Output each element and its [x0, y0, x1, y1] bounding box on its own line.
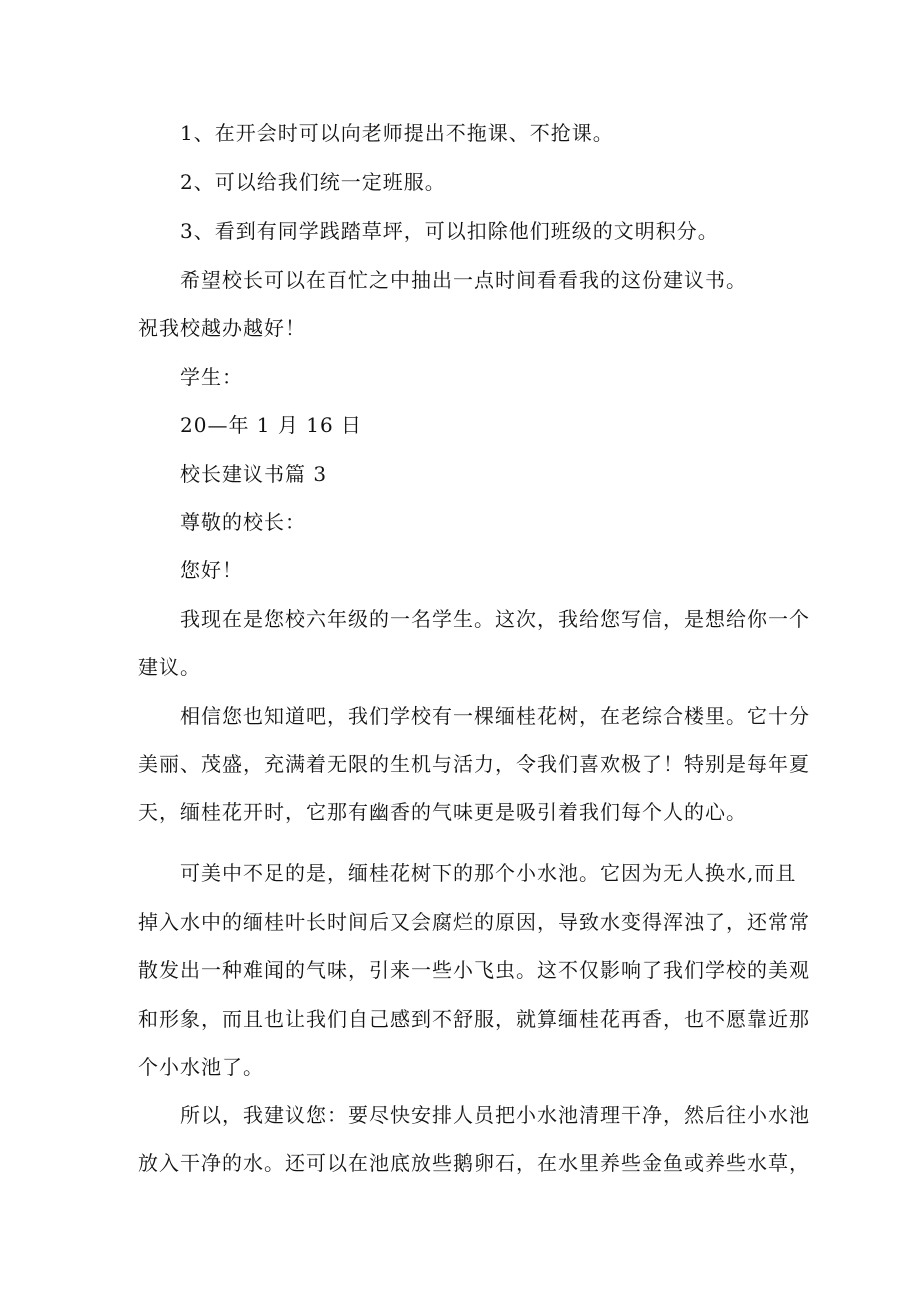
signature-label: 学生： — [180, 365, 243, 389]
paragraph-3-line-3: 散发出一种难闻的气味，引来一些小飞虫。这不仅影响了我们学校的美观 — [138, 958, 810, 982]
paragraph-4-line-2: 放入干净的水。还可以在池底放些鹅卵石，在水里养些金鱼或养些水草， — [138, 1151, 810, 1175]
paragraph-2-line-2: 美丽、茂盛，充满着无限的生机与活力，令我们喜欢极了！特别是每年夏 — [138, 752, 810, 776]
paragraph-2-line-3: 天，缅桂花开时，它那有幽香的气味更是吸引着我们每个人的心。 — [138, 800, 747, 824]
paragraph-1-line-1: 我现在是您校六年级的一名学生。这次，我给您写信，是想给你一个 — [180, 607, 810, 631]
list-item-1: 1、在开会时可以向老师提出不拖课、不抢课。 — [180, 121, 614, 145]
list-item-3: 3、看到有同学践踏草坪，可以扣除他们班级的文明积分。 — [180, 219, 719, 243]
paragraph-3-line-1: 可美中不足的是，缅桂花树下的那个小水池。它因为无人换水,而且 — [180, 861, 797, 885]
hope-line: 希望校长可以在百忙之中抽出一点时间看看我的这份建议书。 — [180, 268, 747, 292]
paragraph-3-line-4: 和形象，而且也让我们自己感到不舒服，就算缅桂花再香，也不愿靠近那 — [138, 1007, 810, 1031]
paragraph-1-line-2: 建议。 — [138, 655, 201, 679]
greeting: 您好！ — [180, 558, 243, 582]
wish-line: 祝我校越办越好！ — [138, 316, 306, 340]
paragraph-3-line-2: 掉入水中的缅桂叶长时间后又会腐烂的原因，导致水变得浑浊了，还常常 — [138, 910, 810, 934]
paragraph-2-line-1: 相信您也知道吧，我们学校有一棵缅桂花树，在老综合楼里。它十分 — [180, 704, 810, 728]
paragraph-3-line-5: 个小水池了。 — [138, 1055, 264, 1079]
salutation: 尊敬的校长： — [180, 510, 306, 534]
section-title: 校长建议书篇 3 — [180, 462, 328, 486]
letter-date: 20—年 1 月 16 日 — [180, 413, 363, 437]
paragraph-4-line-1: 所以，我建议您：要尽快安排人员把小水池清理干净，然后往小水池 — [180, 1103, 810, 1127]
list-item-2: 2、可以给我们统一定班服。 — [180, 170, 446, 194]
